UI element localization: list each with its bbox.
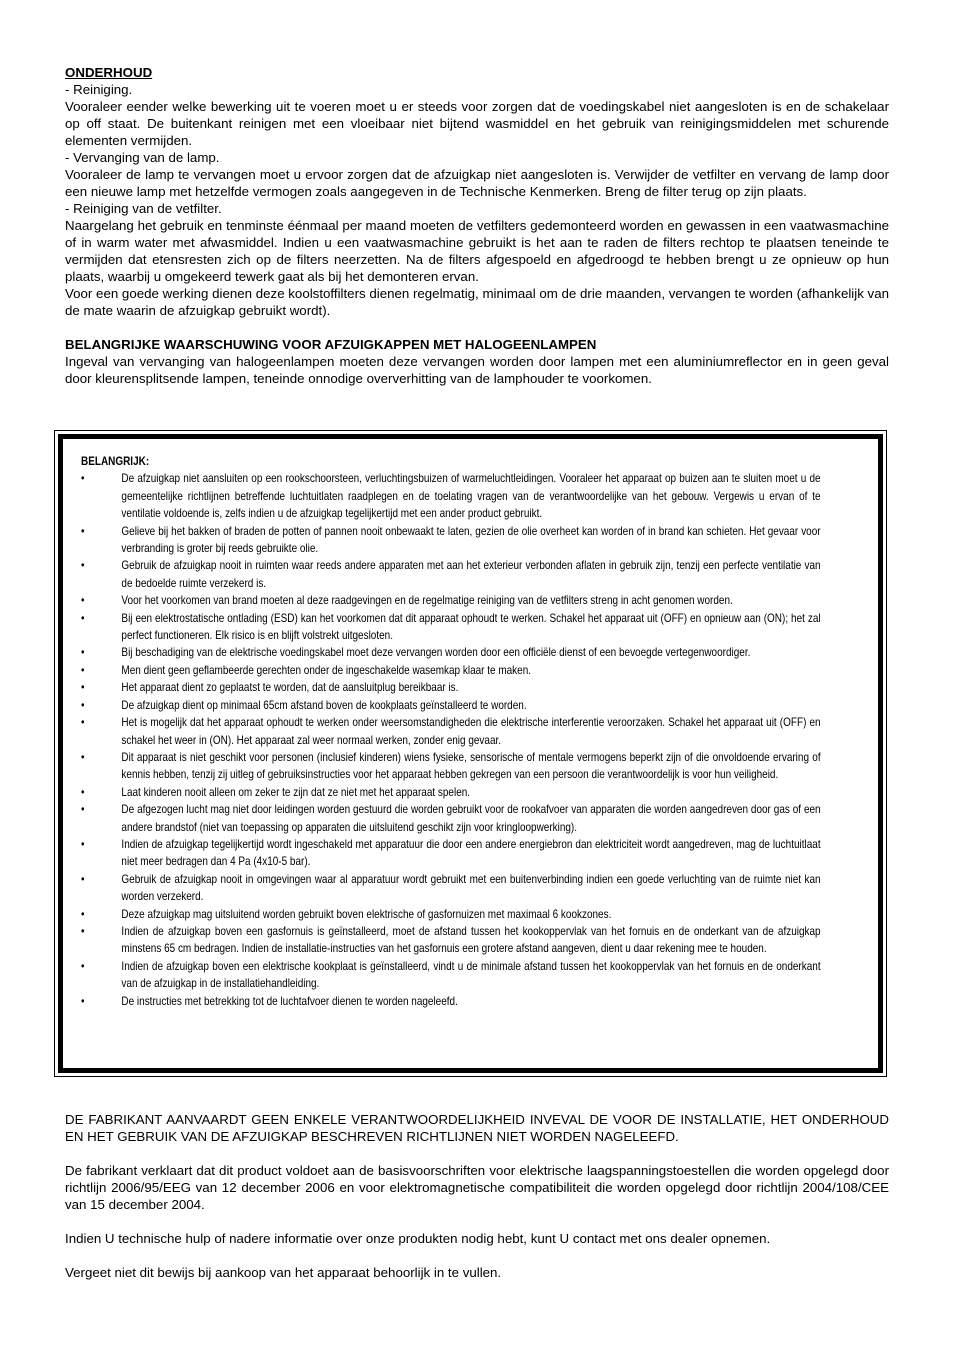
important-item-text: Gebruik de afzuigkap nooit in ruimten waar reeds andere apparaten met aan het exterieur verbonden aflaten in gebruik zijn, tenzij een perfecte ventilatie van de bedoelde ruimte verzekerd is. xyxy=(121,559,821,590)
bullet-icon: • xyxy=(81,663,85,677)
important-item-text: Indien de afzuigkap boven een gasfornuis is geïnstalleerd, moet de afstand tussen het kookoppervlak van het fornuis en de onderkant van de afzuigkap minstens 65 cm bedragen. Indien de installatie-instructies van het gasfornuis een grotere afstand aangeven, dient u daar rekening mee te houden. xyxy=(121,924,821,956)
maintenance-paragraph: - Vervanging van de lamp. xyxy=(65,150,220,165)
important-item-text: De afgezogen lucht mag niet door leidingen worden gestuurd die worden gebruikt voor de rookafvoer van apparaten die worden aangedreven door gas of een andere brandstof (niet van toepassing op apparaten die uitsluitend geschikt zijn voor kringloopwerking). xyxy=(121,803,821,834)
halogen-warning-text: Ingeval van vervanging van halogeenlampen moeten deze vervangen worden door lampen met een aluminiumreflector en in geen geval door kleurensplitsende lampen, teneinde onnodige oververhitting van de lamphouder te voorkomen. xyxy=(65,354,889,386)
important-item xyxy=(81,662,821,679)
important-item xyxy=(81,836,821,871)
halogen-warning-title: BELANGRIJKE WAARSCHUWING VOOR AFZUIGKAPPEN MET HALOGEENLAMPEN xyxy=(65,337,597,352)
important-item-text: De instructies met betrekking tot de luchtafvoer dienen te worden nageleefd. xyxy=(121,994,458,1008)
important-item-text: Deze afzuigkap mag uitsluitend worden gebruikt boven elektrische of gasfornuizen met maximaal 6 kookzones. xyxy=(121,907,612,921)
maintenance-paragraph: - Reiniging. xyxy=(65,82,133,97)
compliance-text: De fabrikant verklaart dat dit product voldoet aan de basisvoorschriften voor elektrische laagspanningstoestellen die worden opgelegd door richtlijn 2006/95/EEG van 12 december 2006 en voor elektromagnetische compatibiliteit die worden opgelegd door richtlijn 2004/108/CEE van 15 december 2004. xyxy=(65,1163,889,1212)
important-item-text: Bij beschadiging van de elektrische voedingskabel moet deze vervangen worden door een officiële dienst of een bevoegde vertegenwoordiger. xyxy=(121,646,751,660)
bullet-icon: • xyxy=(81,716,85,730)
bullet-icon: • xyxy=(81,681,85,695)
contact-text: Indien U technische hulp of nadere informatie over onze produkten nodig hebt, kunt U contact met ons dealer opnemen. xyxy=(65,1231,771,1246)
maintenance-paragraph: Voor een goede werking dienen deze koolstoffilters dienen regelmatig, minimaal om de drie maanden, vervangen te worden (afhankelijk van de mate waarin de afzuigkap gebruikt wordt). xyxy=(65,286,889,318)
maintenance-section xyxy=(65,64,889,387)
receipt-text: Vergeet niet dit bewijs bij aankoop van het apparaat behoorlijk in te vullen. xyxy=(65,1265,502,1280)
important-item-text: Het is mogelijk dat het apparaat ophoudt te werken onder weersomstandigheden die elektrische interferentie veroorzaken. Schakel het apparaat uit (OFF) en schakel het weer in (ON). Het apparaat zal weer normaal werken, zonder enig gevaar. xyxy=(121,716,821,747)
important-item-text: De afzuigkap dient op minimaal 65cm afstand boven de kookplaats geïnstalleerd te worden. xyxy=(121,698,527,712)
important-item xyxy=(81,523,821,558)
important-item xyxy=(81,697,821,714)
important-item-text: Dit apparaat is niet geschikt voor personen (inclusief kinderen) wiens fysieke, sensorische of mentale vermogens beperkt zijn of die onvoldoende ervaring of kennis hebben, tenzij zij uitleg of gebruiksinstructies voor het apparaat hebben gekregen van een persoon die verantwoordelijk is voor hun veiligheid. xyxy=(121,750,821,782)
bullet-icon: • xyxy=(81,959,85,973)
important-item-text: Voor het voorkomen van brand moeten al deze raadgevingen en de regelmatige reiniging van de vetfilters streng in acht genomen worden. xyxy=(121,594,733,608)
maintenance-title: ONDERHOUD xyxy=(65,65,153,80)
important-item xyxy=(81,714,821,749)
bullet-icon: • xyxy=(81,594,85,608)
important-box xyxy=(54,430,887,1077)
important-item xyxy=(81,993,821,1010)
important-item xyxy=(81,871,821,906)
disclaimer-text: DE FABRIKANT AANVAARDT GEEN ENKELE VERANTWOORDELIJKHEID INVEVAL DE VOOR DE INSTALLATIE, HET ONDERHOUD EN HET GEBRUIK VAN DE AFZUIGKAP BESCHREVEN RICHTLIJNEN NIET WORDEN NAGELEEFD. xyxy=(65,1112,889,1144)
bullet-icon: • xyxy=(81,472,85,486)
important-item-text: Gelieve bij het bakken of braden de potten of pannen nooit onbewaakt te laten, gezien de olie overheet kan worden of in brand kan schieten. Het gevaar voor verbranding is groter bij reeds gebruikte olie. xyxy=(121,524,821,556)
important-list xyxy=(81,470,821,1010)
footer-section xyxy=(65,1111,889,1281)
bullet-icon: • xyxy=(81,559,85,573)
important-item-text: Indien de afzuigkap tegelijkertijd wordt ingeschakeld met apparatuur die door een andere energiebron dan elektriciteit wordt aangedreven, mag de luchtuitlaat niet meer bedragen dan 4 Pa (4x10-5 bar). xyxy=(121,837,821,869)
important-item xyxy=(81,557,821,592)
bullet-icon: • xyxy=(81,924,85,938)
important-item-text: Het apparaat dient zo geplaatst te worden, dat de aansluitplug bereikbaar is. xyxy=(121,681,459,695)
important-item-text: Men dient geen geflambeerde gerechten onder de ingeschakelde wasemkap klaar te maken. xyxy=(121,663,532,677)
important-item-text: Gebruik de afzuigkap nooit in omgevingen waar al apparatuur wordt gebruikt met een buitenverbinding indien een goede verluchting van de ruimte niet kan worden verzekerd. xyxy=(121,872,821,904)
bullet-icon: • xyxy=(81,872,85,886)
bullet-icon: • xyxy=(81,785,85,799)
important-item xyxy=(81,801,821,836)
important-item xyxy=(81,610,821,645)
bullet-icon: • xyxy=(81,994,85,1008)
maintenance-paragraph: Vooraleer de lamp te vervangen moet u ervoor zorgen dat de afzuigkap niet aangesloten is. Verwijder de vetfilter en vervang de lamp door een nieuwe lamp met hetzelfde vermogen zoals aangegeven in de Technische Kenmerken. Breng de filter terug op zijn plaats. xyxy=(65,167,889,199)
important-item-text: Laat kinderen nooit alleen om zeker te zijn dat ze niet met het apparaat spelen. xyxy=(121,785,471,799)
important-item-text: Bij een elektrostatische ontlading (ESD) kan het voorkomen dat dit apparaat ophoudt te werken. Schakel het apparaat uit (OFF) en opnieuw aan (ON); het zal perfect functioneren. Elk risico is en blijft volstrekt uitgesloten. xyxy=(121,611,821,643)
bullet-icon: • xyxy=(81,750,85,764)
maintenance-paragraph: Naargelang het gebruik en tenminste éénmaal per maand moeten de vetfilters gedemonteerd worden en gewassen in een vaatwasmachine of in warm water met afwasmiddel. Indien u een vaatwasmachine gebruikt is het aan te raden de filters rechtop te plaatsen teneinde te vermijden dat etensresten zich op de filters neerzetten. Na de filters afgespoeld en afgedroogd te hebben brengt u ze opnieuw op hun plaats, waarbij u omgekeerd tewerk gaat als bij het demonteren ervan. xyxy=(65,218,889,284)
important-item xyxy=(81,470,821,522)
important-item xyxy=(81,749,821,784)
important-box-border xyxy=(58,434,883,1073)
bullet-icon: • xyxy=(81,524,85,538)
bullet-icon: • xyxy=(81,803,85,817)
important-title: BELANGRIJK: xyxy=(81,455,150,468)
bullet-icon: • xyxy=(81,646,85,660)
important-content xyxy=(81,453,821,1010)
maintenance-paragraph: - Reiniging van de vetfilter. xyxy=(65,201,222,216)
important-item-text: Indien de afzuigkap boven een elektrische kookplaat is geïnstalleerd, vindt u de minimale afstand tussen het kookoppervlak van het fornuis en de onderkant van de afzuigkap in de installatiehandleiding. xyxy=(121,959,821,991)
maintenance-paragraph: Vooraleer eender welke bewerking uit te voeren moet u er steeds voor zorgen dat de voedingskabel niet aangesloten is en de schakelaar op off staat. De buitenkant reinigen met een vloeibaar niet bijtend wasmiddel en het gebruik van reinigingsmiddelen met schurende elementen vermijden. xyxy=(65,99,889,148)
important-item xyxy=(81,644,821,661)
important-item xyxy=(81,958,821,993)
important-item xyxy=(81,679,821,696)
bullet-icon: • xyxy=(81,907,85,921)
important-item xyxy=(81,923,821,958)
bullet-icon: • xyxy=(81,837,85,851)
bullet-icon: • xyxy=(81,698,85,712)
important-item xyxy=(81,784,821,801)
important-item xyxy=(81,906,821,923)
bullet-icon: • xyxy=(81,611,85,625)
important-item-text: De afzuigkap niet aansluiten op een rookschoorsteen, verluchtingsbuizen of warmeluchtleidingen. Vooraleer het apparaat op buizen aan te sluiten moet u de gemeentelijke richtlijnen betreffende luchtuitlaten raadplegen en de toelating vragen van de verantwoordelijke van het gebouw. Vergewis u ervan of te ventilatie voldoende is, zelfs indien u de afzuigkap tegelijkertijd met een ander product gebruikt. xyxy=(121,472,821,521)
important-item xyxy=(81,592,821,609)
